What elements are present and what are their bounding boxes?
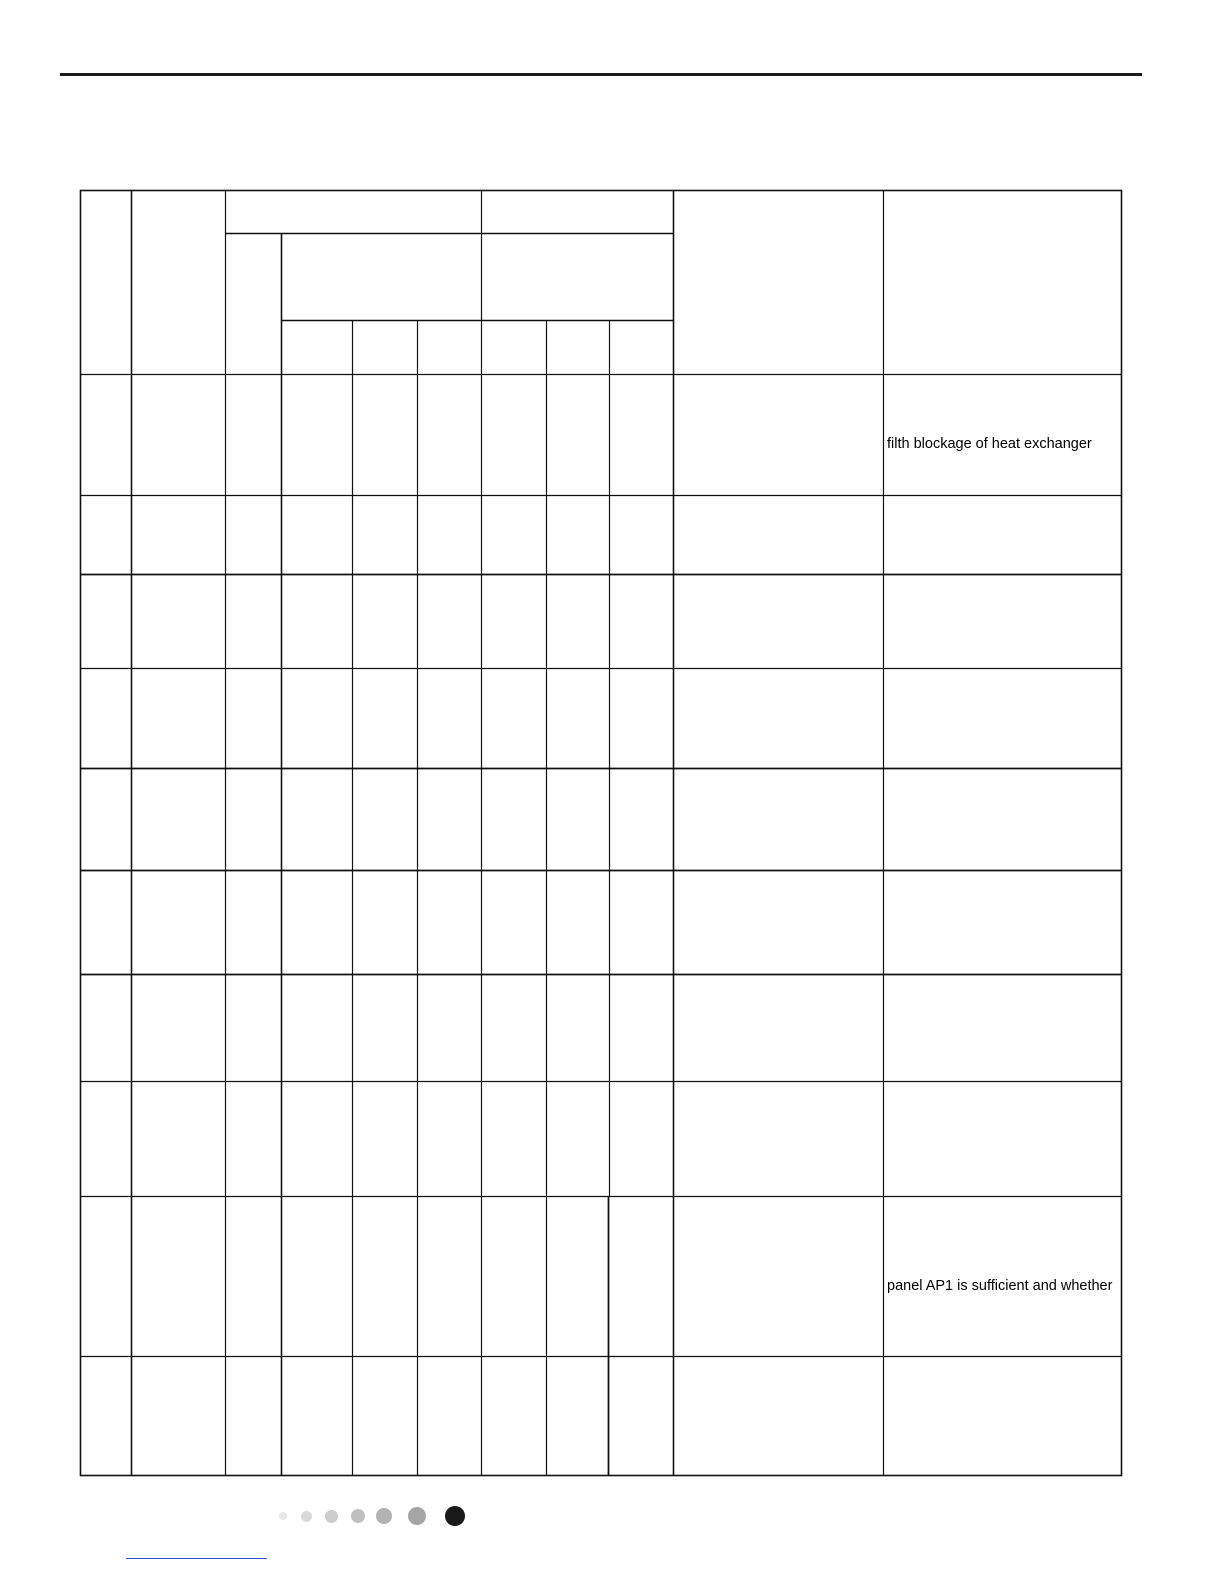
table-cell-remark-row-1: filth blockage of heat exchanger xyxy=(887,436,1092,452)
table-cell-remark-row-9: panel AP1 is sufficient and whether xyxy=(887,1278,1113,1294)
footer-link-underline xyxy=(126,1558,267,1559)
